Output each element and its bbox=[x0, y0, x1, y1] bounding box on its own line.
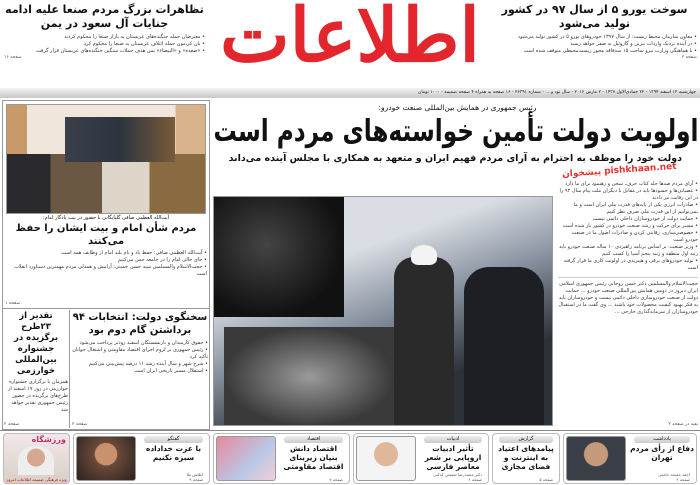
cover-photo bbox=[18, 446, 54, 475]
teaser-title: دفاع از رأی مردم تهران bbox=[630, 444, 694, 462]
watermark-stamp: پیشخوان pishkhaan.net bbox=[561, 161, 677, 180]
page-ref: صفحه ۹ bbox=[189, 477, 203, 482]
story2-headline[interactable]: سخنگوی دولت: انتخابات ۹۴ برداشتن گام دوم بود bbox=[72, 312, 208, 336]
page-ref: صفحه ۲ bbox=[72, 422, 88, 427]
section-tag: گزارش bbox=[499, 436, 553, 443]
illustration bbox=[216, 436, 276, 481]
story2 bbox=[72, 311, 208, 428]
story2-bullets bbox=[72, 340, 208, 375]
author: اطلس ملا bbox=[186, 472, 203, 477]
president-car-photo bbox=[213, 196, 553, 426]
bullet: • در آینده نزدیک واردات بنزین و گازوئیل به صفر خواهد رسید bbox=[570, 41, 697, 47]
section-tag: ادبیات bbox=[424, 436, 482, 443]
bullet: • استقلال مسیر تاریخی ایران است bbox=[134, 368, 208, 374]
teaser-title: اقتصاد دانش بنیان زیربنای اقتصاد مقاومتی bbox=[283, 444, 344, 471]
interviewee-photo bbox=[76, 436, 136, 481]
teaser-title: تأثیر ادبیات اروپایی بر شعر معاصر فارسی bbox=[424, 444, 482, 471]
story3-headline[interactable]: تقدیر از ۲۳طرح برگزیده در جشنواره بین‌المللی خوارزمی bbox=[13, 311, 59, 376]
main-subhead: دولت خود را موظف به احترام به آرای مردم فهیم ایران و متعهد به همکاری با مجلس آینده می‌داند bbox=[228, 153, 682, 164]
teaser-title: پیامدهای اعتیاد به اینترنت و فضای مجازی bbox=[498, 444, 554, 471]
page-ref: صفحه ۲ bbox=[4, 422, 20, 427]
bullet: • حجت‌الاسلام والمسلمین سید حسن خمینی: آرامش و همدلی مردم مهمترین دستاورد انقلاب است bbox=[14, 264, 207, 277]
right-top-headline[interactable]: سوخت یورو ۵ از سال ۹۷ در کشور تولید می‌شود bbox=[501, 3, 688, 30]
divider bbox=[2, 308, 210, 309]
main-body-text: حجت‌الاسلام والمسلمین دکتر حسن روحانی رئیس جمهوری اسلامی ایران دیروز در دومین همایش بین‌المللی صنعت خودرو ... حمایت دولت از صنعت خودروسازی داخلی دائمی نیست و خودروسازان باید به فکر بهبود کیفیت محصولات خود باشند ... وی گفت ما در استقبال خودروسازان از سرمایه‌گذاری خارجی ... bbox=[558, 277, 698, 316]
section-tag: یادداشت bbox=[634, 436, 690, 443]
supplement-caption: ویژه فرهنگی ضمیمه اطلاعات امروز bbox=[6, 477, 67, 482]
page-ref: صفحه ۶ bbox=[468, 477, 482, 482]
page-ref: صفحه ۲ bbox=[676, 477, 690, 482]
bullet: • معترضان حمله جنگنده‌های عربستان به بازار صنعا را محکوم کردند bbox=[64, 34, 205, 40]
teaser-interview[interactable] bbox=[73, 433, 210, 484]
newspaper-logo: اطلاعات bbox=[220, 0, 480, 79]
section-tag: اقتصاد bbox=[284, 436, 343, 443]
divider bbox=[0, 430, 700, 431]
photo-caption: آیت‌الله العظمی صافی گلپایگانی با حضور در بیت یادگار امام: bbox=[43, 215, 169, 221]
main-headline-wrap bbox=[213, 114, 700, 151]
main-bullets bbox=[558, 181, 698, 272]
author: دکتر محمدرضا شفیعی کدکنی bbox=[433, 472, 482, 477]
divider bbox=[69, 310, 70, 428]
story3-text: همزمان با برگزاری جشنواره خوارزمی در روز ۱۷ اسفند از طرح‌های برگزیده در حضور رئیس جمهوری تقدیر خواهد شد bbox=[8, 379, 68, 413]
continued-link[interactable]: بقیه در صفحه ۲ bbox=[668, 422, 698, 427]
left-top-story bbox=[4, 3, 205, 87]
left-headline[interactable]: مردم شأن امام و بیت ایشان را حفظ می‌کنند bbox=[15, 223, 197, 247]
author: احمد مسجد جامعی bbox=[657, 472, 690, 477]
bullet: • آرای مردم صدها جلد کتاب حرف، سخن و رهنمود برای ما دارد bbox=[565, 181, 698, 187]
page-ref: صفحه ۲ bbox=[681, 55, 697, 60]
main-text-column bbox=[558, 181, 698, 428]
bullet: • وزیر صنعت: بر اساس برنامه راهبردی ۱۰ ساله صنعت خودرو باید رتبه اول منطقه و رتبه پنجم آسیا را کسب کنیم bbox=[559, 244, 698, 257]
teaser-report[interactable] bbox=[492, 433, 560, 484]
bullet: • رئیس جمهوری بر لزوم اجرای اقتصاد مقاومتی و اشتغال جوانان تأکید کرد bbox=[72, 347, 208, 360]
teaser-title: با عزت خداداده سبزه نکنیم bbox=[145, 444, 202, 462]
page-ref: صفحه ۵ bbox=[539, 477, 553, 482]
bullet: • آیت‌الله العظمی صافی: حفظ یاد و نام بلند امام از وظایف همه است bbox=[61, 250, 207, 256]
bullet: • مسیر برای حرکت و رشد صنعت خودرو در کشور باز شده است bbox=[562, 223, 698, 229]
main-kicker: رئیس جمهوری در همایش بین‌المللی صنعت خودرو: bbox=[378, 103, 537, 112]
clerics-group-photo bbox=[6, 104, 206, 214]
right-top-bullets bbox=[492, 34, 697, 55]
page-ref: صفحه ۱ bbox=[5, 301, 21, 306]
bullet: • تولید خودروهای برقی و هیبریدی در اولویت کاری ما قرار گرفته است bbox=[563, 258, 698, 271]
section-tag: گفتگو bbox=[144, 436, 203, 443]
author-photo bbox=[356, 436, 416, 481]
left-lead-story bbox=[5, 215, 207, 307]
bullet: • خصوصی‌سازی، رقابتی کردن و صادرات اصول ما در صنعت خودرو است bbox=[571, 230, 698, 243]
bullet: • جای خالی امام را در جامعه حس می‌کنیم bbox=[117, 257, 207, 263]
bullet: • عصبانی‌ها و حسودها باید در مقابل با دیگران ملت پیام سال ۹۲ را در این رقابت نیز دادند bbox=[559, 188, 698, 201]
teaser-literature[interactable] bbox=[353, 433, 489, 484]
teaser-economy[interactable] bbox=[213, 433, 350, 484]
supplement-cover[interactable] bbox=[3, 433, 70, 484]
bullet: • شرح شهر و سال آینده رشد ۱۱ درصد پیش‌بینی می‌کنیم bbox=[88, 361, 208, 367]
teaser-note[interactable] bbox=[563, 433, 697, 484]
bullet: • «صعده» و «البیضاء» یمن هدف حملات سنگین جنگنده‌های عربستان قرار گرفت bbox=[36, 48, 205, 54]
page-ref: صفحه ۷ bbox=[329, 477, 343, 482]
main-headline[interactable]: اولویت دولت تأمین خواسته‌های مردم است bbox=[212, 114, 698, 149]
bullet: • با هماهنگی وزارت نیرو ساخت ۱۵ سدفاقد مجوز زیست‌محیطی متوقف شده است bbox=[523, 48, 697, 54]
story3 bbox=[4, 311, 68, 428]
bullet: • صادرات انرژی یکی از پایه‌های قدرت ملی ایران است و ما نمی‌توانیم از این قدرت ملی صرف نظر کنیم bbox=[573, 202, 698, 215]
main-subhead-wrap bbox=[213, 153, 700, 165]
bullet: • معاون سازمان محیط زیست: از سال ۱۳۹۷ خودروهای یورو ۵ در کشور تولید می‌شود bbox=[517, 34, 697, 40]
supplement-title: ورزشگاه bbox=[31, 435, 66, 444]
author-photo bbox=[566, 436, 626, 481]
left-top-bullets bbox=[4, 34, 205, 55]
left-top-headline[interactable]: تظاهرات بزرگ مردم صنعا علیه ادامه جنایات آل سعود در یمن bbox=[5, 3, 204, 30]
bullet: • حقوق کارمندان و بازنشستگان اسفند زودتر پرداخت می‌شود bbox=[79, 340, 208, 346]
date-bar bbox=[0, 88, 700, 98]
date-line: چهارشنبه ۱۲ اسفند ۱۳۹۴ - ۲۲ جمادی‌الاول ۱۴۳۷ - ۲ مارس ۲۰۱۶ - سال نود و ... - شماره ۲۶۳۹۱ - ۱۶ صفحه به همراه ۴ صفحه ضمیمه - ۱۰۰۰ تومان bbox=[418, 90, 696, 95]
page-ref: صفحه ۱۶ bbox=[4, 55, 22, 60]
bullet: • حمایت دولت از خودروسازان داخلی دائمی نیست bbox=[592, 216, 698, 222]
bullet: • بان کی‌مون حمله ائتلاف عربستان به صنعا را محکوم کرد bbox=[83, 41, 205, 47]
right-top-story bbox=[492, 3, 697, 87]
left-bullets bbox=[5, 250, 207, 278]
